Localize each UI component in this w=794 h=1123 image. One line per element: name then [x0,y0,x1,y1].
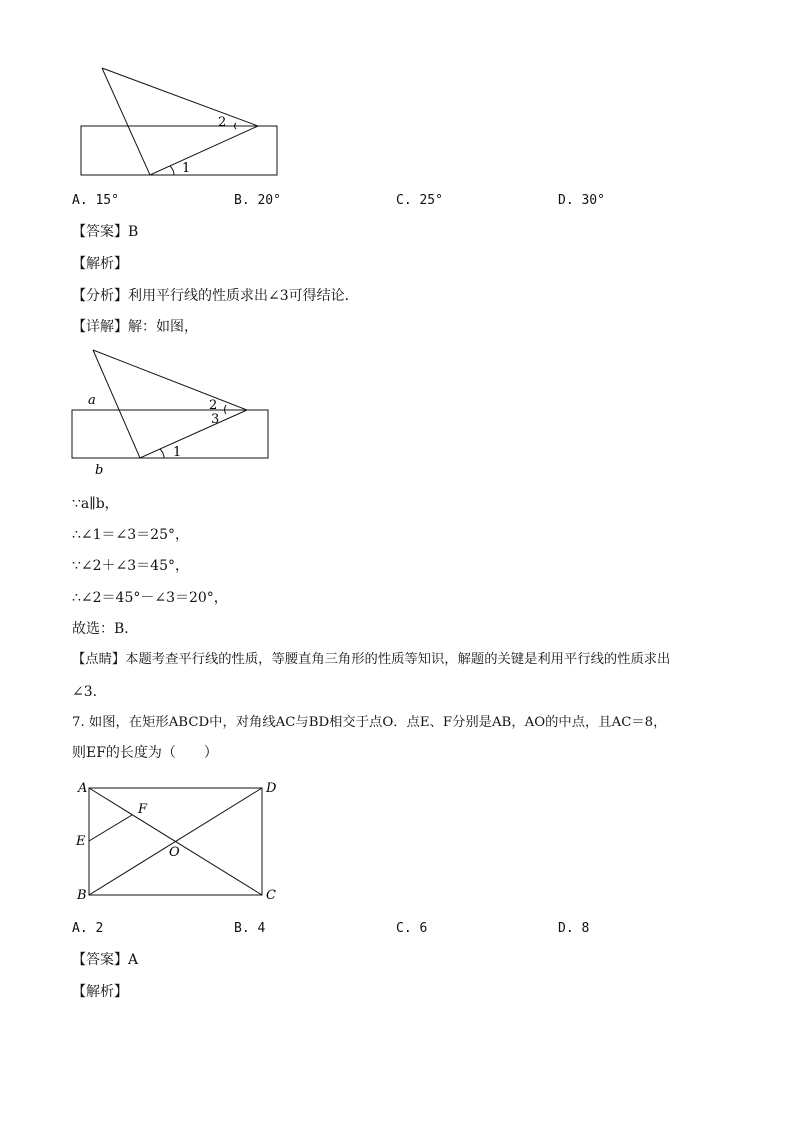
point-d-label: D [266,781,277,796]
q6-step-3: ∵∠2＋∠3＝45°， [72,558,189,574]
q6-step-5: 故选：B． [72,621,139,637]
q6-step-4: ∴∠2＝45°－∠3＝20°， [72,590,228,606]
point-o-label: O [169,845,180,860]
point-b-label: B [77,888,87,903]
q6-option-c[interactable]: C. 25° [396,193,443,208]
detail-angle3-label: 3 [211,412,220,427]
detail-angle1-label: 1 [173,445,182,460]
detail-angle1-arc [160,449,164,458]
q7-option-b[interactable]: B. 4 [234,921,266,936]
point-f-label: F [138,802,148,817]
q6-figure [70,60,290,185]
detail-angle2-label: 2 [209,398,218,413]
q6-detail-figure [60,342,280,482]
triangle [102,68,258,175]
angle1-label: 1 [182,161,191,176]
q7-option-c[interactable]: C. 6 [396,921,428,936]
q6-step-1: ∵a∥b， [72,496,119,512]
angle1-arc [170,166,174,175]
point-e-label: E [76,834,86,849]
q7-stem-line2: 则EF的长度为（ ） [72,745,218,761]
q6-comment-line1: 【点睛】本题考查平行线的性质，等腰直角三角形的性质等知识，解题的关键是利用平行线的性质求出 [72,652,671,667]
detail-ruler-rectangle [72,410,268,458]
q6-option-d[interactable]: D. 30° [558,193,605,208]
q6-answer: 【答案】B [72,224,139,240]
q6-analysis-heading: 【解析】 [72,256,128,272]
q7-rectangle-figure [70,775,290,910]
line-b-label: b [95,463,104,478]
q6-detail-intro: 【详解】解：如图， [72,319,198,335]
segment-ef [89,815,132,841]
q7-option-d[interactable]: D. 8 [558,921,590,936]
q6-option-a[interactable]: A. 15° [72,193,119,208]
point-a-label: A [78,781,88,796]
angle2-label: 2 [218,115,227,130]
q7-option-a[interactable]: A. 2 [72,921,104,936]
q7-analysis-heading: 【解析】 [72,984,128,1000]
line-a-label: a [88,393,96,408]
q6-option-b[interactable]: B. 20° [234,193,281,208]
q6-step-2: ∴∠1＝∠3＝25°， [72,527,189,543]
point-c-label: C [266,888,276,903]
detail-triangle [93,350,247,458]
q6-analysis-text: 【分析】利用平行线的性质求出∠3可得结论． [72,288,359,304]
q6-comment-line2: ∠3． [72,684,107,700]
ruler-rectangle [81,126,277,175]
q7-stem-line1: 7. 如图，在矩形ABCD中，对角线AC与BD相交于点O．点E、F分别是AB，AO的中点，且AC＝8， [72,715,667,730]
q7-answer: 【答案】A [72,952,139,968]
